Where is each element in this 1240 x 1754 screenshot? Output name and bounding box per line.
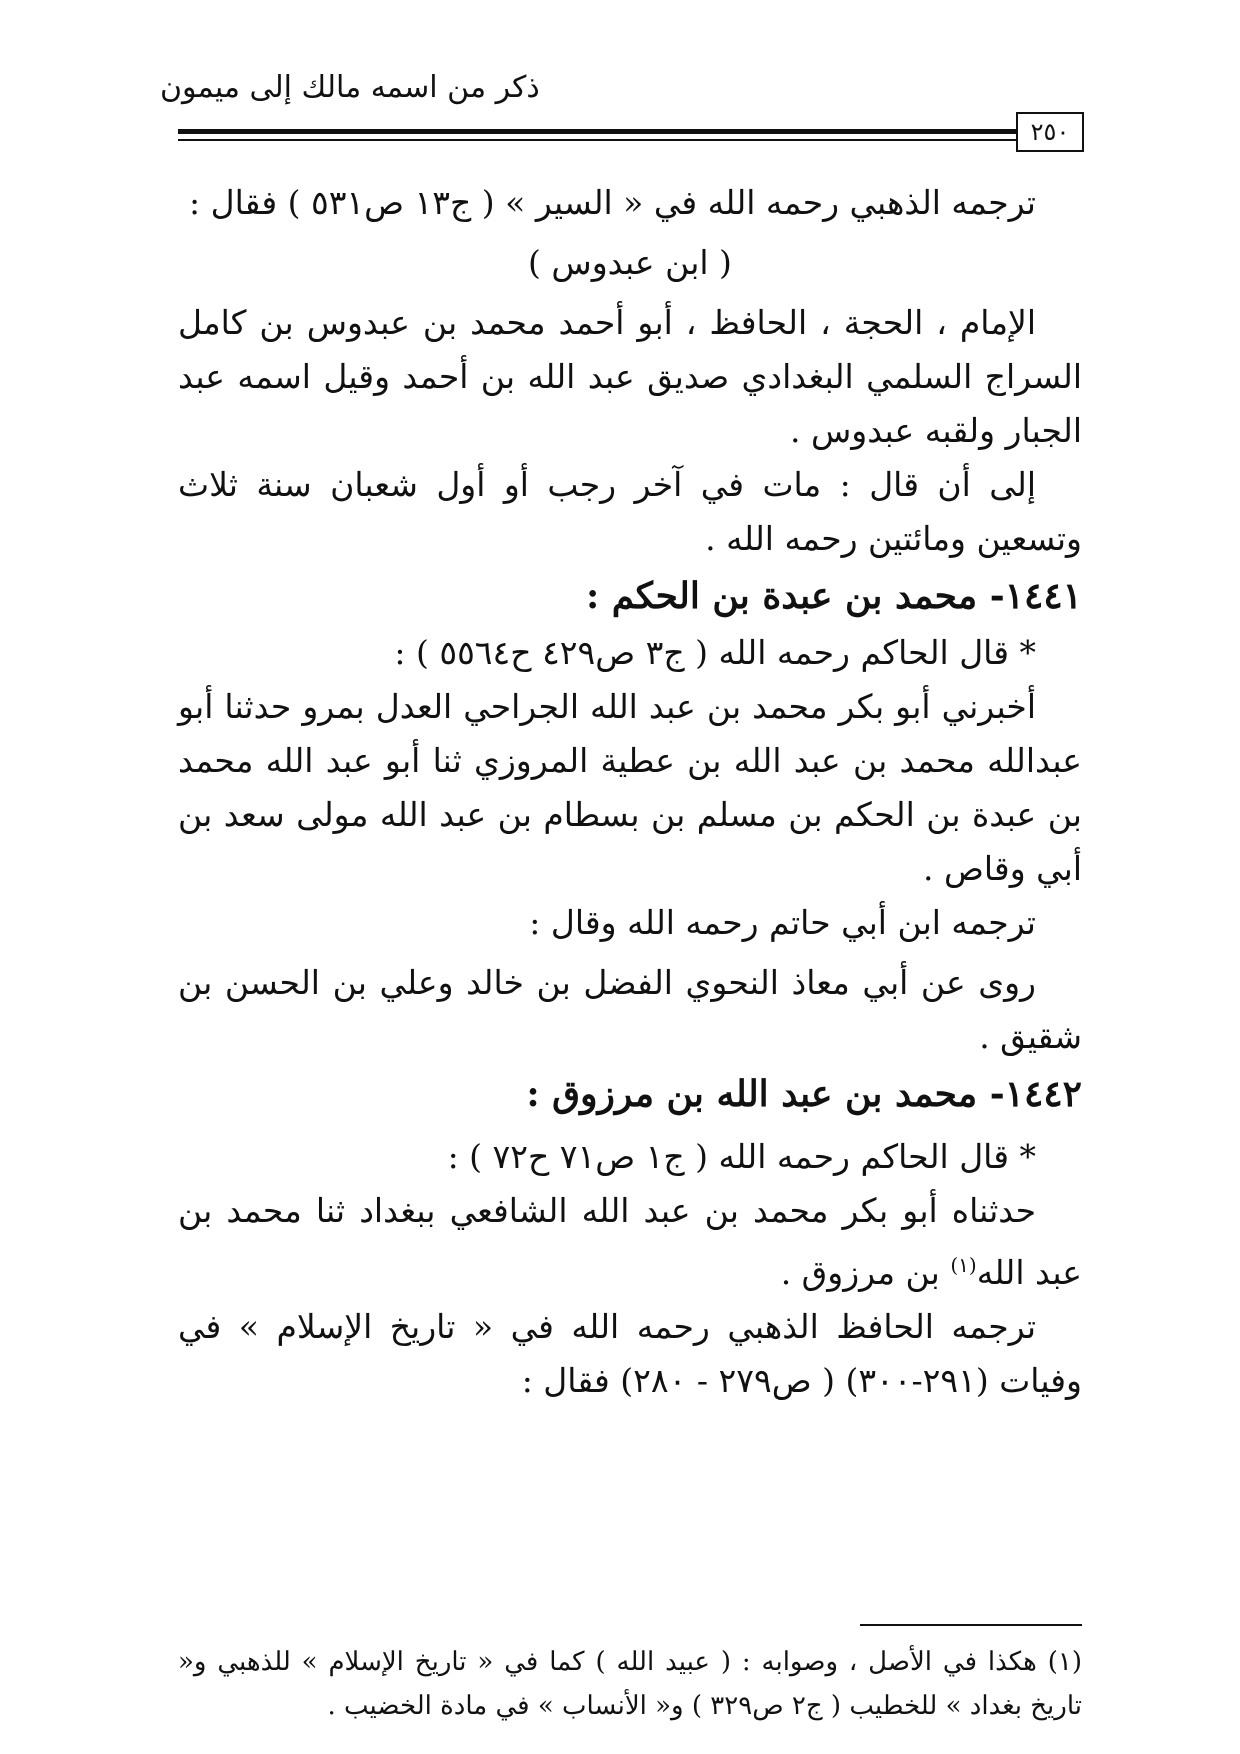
paragraph-8: روى عن أبي معاذ النحوي الفضل بن خالد وعلي بن الحسن بن شقيق . [178,963,1082,1056]
footnotes [178,1640,1082,1728]
paragraph-5: * قال الحاكم رحمه الله ( ج٣ ص٤٢٩ ح٥٥٦٤ ) : [394,633,1036,672]
paragraph-9: * قال الحاكم رحمه الله ( ج١ ص٧١ ح٧٢ ) : [447,1137,1036,1176]
paragraph-1: ترجمه الذهبي رحمه الله في « السير » ( ج١٣ ص٥٣١ ) فقال : [189,183,1036,222]
paragraph-6: أخبرني أبو بكر محمد بن عبد الله الجراحي العدل بمرو حدثنا أبو عبدالله محمد بن عبد الله بن عطية المروزي ثنا أبو عبد الله محمد بن عبدة بن الحكم بن مسلم بن بسطام بن عبد الله مولى سعد بن أبي وقاص . [178,687,1082,888]
running-header-title: ذكر من اسمه مالك إلى ميمون [160,70,540,105]
paragraph-7: ترجمه ابن أبي حاتم رحمه الله وقال : [529,903,1036,942]
footnote-marker: (١) [950,1253,977,1277]
paragraph-3: الإمام ، الحجة ، الحافظ ، أبو أحمد محمد بن عبدوس بن كامل السراج السلمي البغدادي صديق عبد الله بن أحمد وقيل اسمه عبد الجبار ولقبه عبدوس . [178,303,1082,450]
paragraph-10-end: بن مرزوق . [780,1253,951,1292]
entry-heading-1442: ١٤٤٢- محمد بن عبد الله بن مرزوق : [526,1073,1082,1115]
subheading-ibn-abdus: ( ابن عبدوس ) [528,243,732,282]
header-rule-thick [178,129,1016,134]
paragraph-10 [178,1184,1082,1300]
paragraph-11: ترجمه الحافظ الذهبي رحمه الله في « تاريخ الإسلام » في وفيات (٢٩١-٣٠٠) ( ص٢٧٩ - ٢٨٠) فقال : [178,1307,1082,1400]
footnote-1: (١) هكذا في الأصل ، وصوابه : ( عبيد الله ) كما في « تاريخ الإسلام » للذهبي و« تاريخ بغداد » للخطيب ( ج٢ ص٣٢٩ ) و« الأنساب » في مادة الخضيب . [178,1647,1082,1721]
paragraph-4: إلى أن قال : مات في آخر رجب أو أول شعبان سنة ثلاث وتسعين ومائتين رحمه الله . [178,465,1082,558]
page-number-box: ٢٥٠ [1016,112,1084,152]
header-rule-thin [178,139,1016,141]
paragraph-10-text: حدثناه أبو بكر محمد بن عبد الله الشافعي ببغداد ثنا محمد بن عبد الله [178,1191,1082,1292]
body-text [178,176,1082,1408]
footnote-rule [860,1624,1082,1626]
entry-heading-1441: ١٤٤١- محمد بن عبدة بن الحكم : [585,575,1082,617]
